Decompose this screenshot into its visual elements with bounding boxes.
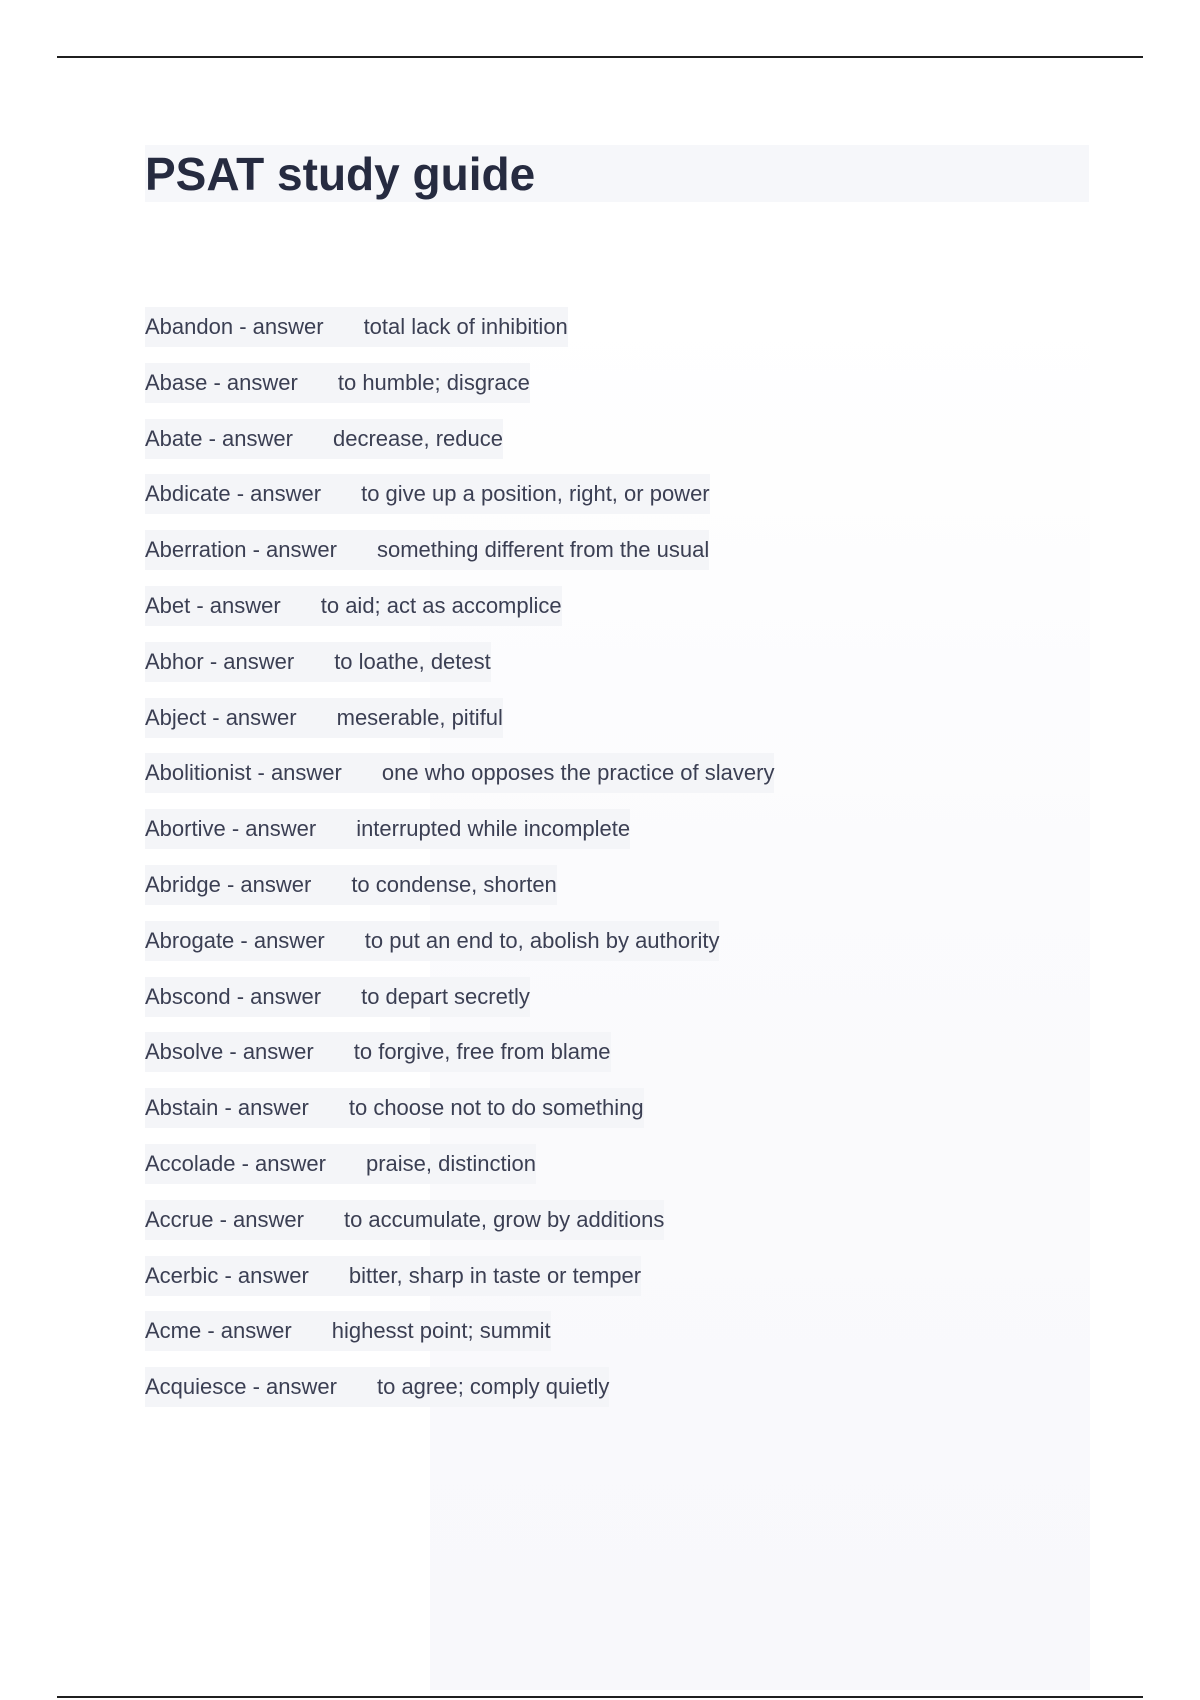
entry-definition: to aid; act as accomplice [320,592,562,618]
entry-highlight [145,753,774,793]
flashcard-entry [145,753,774,809]
flashcard-entry [145,307,774,363]
entry-highlight [145,307,568,347]
entry-term: Abrogate - answer [145,927,325,953]
entry-term: Accrue - answer [145,1206,304,1232]
flashcard-entry [145,1256,774,1312]
entry-highlight [145,586,562,626]
entry-term: Abate - answer [145,425,293,451]
flashcard-entry [145,1088,774,1144]
entry-highlight [145,1367,609,1407]
flashcard-entry [145,698,774,754]
flashcard-entry [145,419,774,475]
entry-term: Abolitionist - answer [145,760,342,786]
top-rule [57,56,1143,58]
entry-highlight [145,921,719,961]
entry-definition: to condense, shorten [351,871,557,897]
entry-term: Abhor - answer [145,648,295,674]
flashcard-list [145,307,774,1423]
entry-definition: decrease, reduce [332,425,503,451]
entry-term: Abortive - answer [145,816,317,842]
entry-term: Abstain - answer [145,1095,309,1121]
flashcard-entry [145,921,774,977]
entry-definition: one who opposes the practice of slavery [381,760,775,786]
entry-definition: total lack of inhibition [363,314,568,339]
page-title: PSAT study guide [145,148,536,200]
entry-term: Abdicate - answer [145,481,322,507]
entry-highlight [145,809,630,849]
flashcard-entry [145,363,774,419]
flashcard-entry [145,530,774,586]
flashcard-entry [145,809,774,865]
entry-term: Abandon - answer [145,314,324,339]
entry-highlight [145,865,557,905]
entry-term: Aberration - answer [145,537,337,563]
flashcard-entry [145,977,774,1033]
entry-definition: to put an end to, abolish by authority [364,927,720,953]
entry-term: Acme - answer [145,1318,292,1344]
entry-definition: meserable, pitiful [336,704,503,730]
entry-definition: to accumulate, grow by additions [343,1206,665,1232]
bottom-rule [57,1696,1143,1698]
entry-term: Acquiesce - answer [145,1374,337,1400]
entry-definition: to humble; disgrace [337,369,530,395]
entry-highlight [145,474,710,514]
entry-definition: something different from the usual [376,537,710,563]
entry-highlight [145,1144,536,1184]
flashcard-entry [145,642,774,698]
entry-definition: bitter, sharp in taste or temper [348,1262,642,1288]
entry-term: Abridge - answer [145,871,312,897]
entry-definition: highesst point; summit [331,1318,551,1344]
entry-term: Acerbic - answer [145,1262,309,1288]
entry-highlight [145,1311,551,1351]
entry-definition: to loathe, detest [334,648,491,674]
entry-definition: to give up a position, right, or power [361,481,710,507]
flashcard-entry [145,1311,774,1367]
flashcard-entry [145,1032,774,1088]
entry-definition: praise, distinction [365,1150,536,1176]
entry-term: Abet - answer [145,592,281,618]
entry-definition: interrupted while incomplete [356,816,631,842]
flashcard-entry [145,474,774,530]
entry-term: Abase - answer [145,369,298,395]
entry-highlight [145,977,530,1017]
entry-highlight [145,1032,611,1072]
entry-highlight [145,1088,644,1128]
entry-highlight [145,1200,664,1240]
flashcard-entry [145,586,774,642]
entry-term: Accolade - answer [145,1150,326,1176]
entry-term: Abject - answer [145,704,297,730]
entry-highlight [145,642,491,682]
entry-highlight [145,698,503,738]
entry-highlight [145,1256,641,1296]
entry-term: Absolve - answer [145,1039,314,1065]
entry-definition: to choose not to do something [348,1095,644,1121]
entry-highlight [145,363,530,403]
entry-term: Abscond - answer [145,983,322,1009]
flashcard-entry [145,1200,774,1256]
entry-highlight [145,419,503,459]
flashcard-entry [145,865,774,921]
entry-definition: to forgive, free from blame [353,1039,611,1065]
entry-definition: to agree; comply quietly [376,1374,610,1400]
entry-definition: to depart secretly [361,983,530,1009]
entry-highlight [145,530,709,570]
flashcard-entry [145,1144,774,1200]
flashcard-entry [145,1367,774,1423]
